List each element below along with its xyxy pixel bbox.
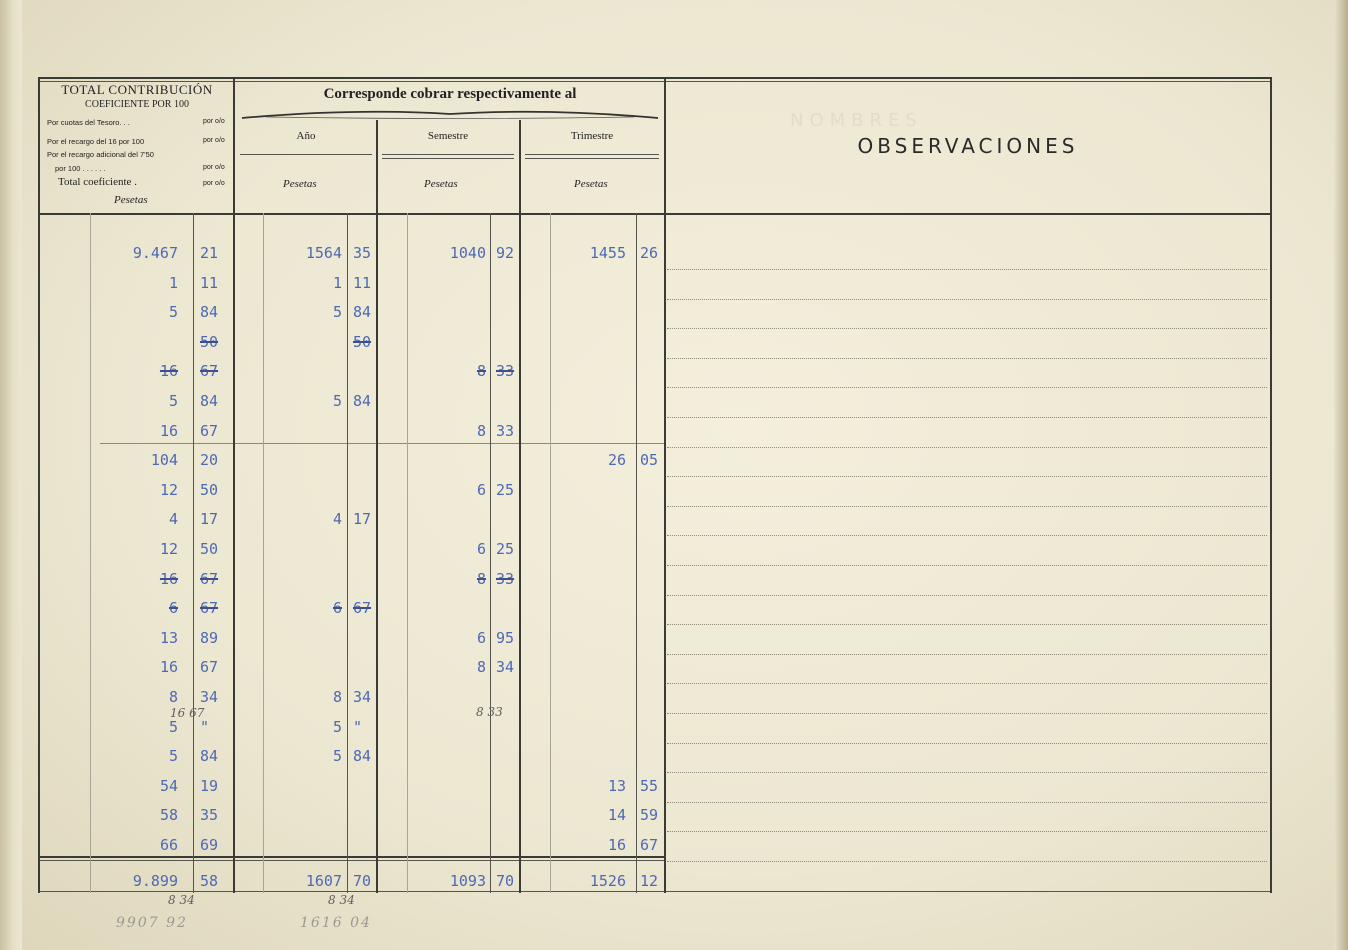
row-total-cents: 84	[200, 392, 219, 410]
pct-4: por o/o	[203, 180, 225, 187]
col-border-right	[1270, 77, 1272, 893]
row-total-cents: 21	[200, 244, 219, 262]
row-ano-value: 4	[332, 510, 342, 528]
row-total-value: 16	[159, 422, 178, 440]
row-sem-value: 8	[476, 570, 486, 588]
observaciones-dotted-line	[667, 654, 1267, 655]
row-ano-value: 5	[332, 392, 342, 410]
row-total-cents: 67	[200, 422, 219, 440]
row-total-value: 58	[159, 806, 178, 824]
total-ano: 1607	[305, 872, 342, 890]
pct-3: por o/o	[203, 164, 225, 171]
row-ano-cents: "	[353, 718, 363, 736]
row-total-cents: 69	[200, 836, 219, 854]
row-tri-cents: 55	[640, 777, 659, 795]
row-ano-cents: 50	[353, 333, 372, 351]
col-border-trimestre	[664, 77, 666, 893]
row-total-value: 16	[159, 362, 178, 380]
row-total-cents: 67	[200, 599, 219, 617]
observaciones-dotted-line	[667, 772, 1267, 773]
observaciones-dotted-line	[667, 565, 1267, 566]
row-total-value: 5	[168, 303, 178, 321]
cents-sep-trimestre	[636, 213, 637, 893]
observaciones-dotted-line	[667, 358, 1267, 359]
pencil-total: 9907 92	[116, 915, 188, 931]
row-total-value: 5	[168, 747, 178, 765]
pesetas-ano: Pesetas	[283, 178, 317, 190]
row-total-cents: 50	[200, 333, 219, 351]
row-sem-cents: 25	[496, 540, 515, 558]
row-sem-value: 6	[476, 481, 486, 499]
total-trimestre: 1526	[589, 872, 626, 890]
row-total-value: 16	[159, 570, 178, 588]
row-sem-value: 6	[476, 540, 486, 558]
row-sem-value: 1040	[449, 244, 486, 262]
row-tri-cents: 26	[640, 244, 659, 262]
row-ano-cents: 17	[353, 510, 372, 528]
line-cuotas: Por cuotas del Tesoro. . .	[47, 118, 130, 127]
row-total-value: 5	[168, 718, 178, 736]
row-total-value: 66	[159, 836, 178, 854]
col-ano-header: Año	[296, 130, 316, 142]
col-border-semestre	[519, 120, 521, 893]
show-through-text: NOMBRES	[790, 110, 923, 131]
page-edge	[1334, 0, 1348, 950]
total-semestre: 1093	[449, 872, 486, 890]
row-total-cents: "	[200, 718, 210, 736]
pesetas-semestre: Pesetas	[424, 178, 458, 190]
ano-underline	[240, 154, 372, 155]
semestre-underline-2	[382, 158, 514, 159]
row-sem-cents: 92	[496, 244, 515, 262]
observaciones-dotted-line	[667, 861, 1267, 862]
row-ano-value: 5	[332, 718, 342, 736]
row-total-cents: 11	[200, 274, 219, 292]
row-total-value: 6	[168, 599, 178, 617]
row-total-cents: 50	[200, 540, 219, 558]
row-total-cents: 67	[200, 570, 219, 588]
handwritten-8-33: 8 33	[476, 705, 503, 719]
section-rule	[100, 443, 666, 444]
pct-1: por o/o	[203, 118, 225, 125]
row-ano-value: 6	[332, 599, 342, 617]
observaciones-dotted-line	[667, 476, 1267, 477]
row-ano-cents: 11	[353, 274, 372, 292]
cents-sep-total	[193, 213, 194, 893]
total-contribucion-title: TOTAL CONTRIBUCIÓN	[61, 82, 213, 97]
observaciones-dotted-line	[667, 299, 1267, 300]
row-total-cents: 89	[200, 629, 219, 647]
observaciones-dotted-line	[667, 831, 1267, 832]
row-tri-value: 26	[607, 451, 626, 469]
observaciones-dotted-line	[667, 328, 1267, 329]
handwritten-16-67: 16 67	[170, 706, 205, 720]
row-total-value: 8	[168, 688, 178, 706]
row-total-value: 1	[168, 274, 178, 292]
row-total-value: 54	[159, 777, 178, 795]
row-ano-cents: 67	[353, 599, 372, 617]
row-total-value: 12	[159, 540, 178, 558]
col-trimestre-header: Trimestre	[570, 130, 614, 142]
row-total-value: 12	[159, 481, 178, 499]
row-total-cents: 34	[200, 688, 219, 706]
col-border-total	[233, 77, 235, 893]
line-recargo-16: Por el recargo del 16 por 100	[47, 137, 145, 146]
row-ano-value: 1	[332, 274, 342, 292]
row-tri-value: 14	[607, 806, 626, 824]
total-coeficiente-label: Total coeficiente .	[58, 176, 137, 188]
bottom-rule	[38, 891, 1270, 892]
row-ano-value: 5	[332, 747, 342, 765]
semestre-underline	[382, 154, 514, 155]
row-tri-value: 13	[607, 777, 626, 795]
row-sem-value: 6	[476, 629, 486, 647]
row-total-cents: 67	[200, 658, 219, 676]
col-semestre-header: Semestre	[427, 130, 469, 142]
pct-2: por o/o	[203, 137, 225, 144]
row-sem-value: 8	[476, 362, 486, 380]
observaciones-dotted-line	[667, 595, 1267, 596]
row-sem-value: 8	[476, 658, 486, 676]
row-ano-value: 8	[332, 688, 342, 706]
observaciones-dotted-line	[667, 506, 1267, 507]
top-rule	[38, 77, 1272, 79]
total-semestre-cents: 70	[496, 872, 515, 890]
row-sem-cents: 25	[496, 481, 515, 499]
observaciones-dotted-line	[667, 743, 1267, 744]
observaciones-dotted-line	[667, 802, 1267, 803]
row-total-value: 5	[168, 392, 178, 410]
row-total-cents: 19	[200, 777, 219, 795]
observaciones-dotted-line	[667, 417, 1267, 418]
row-sem-cents: 33	[496, 362, 515, 380]
observaciones-dotted-line	[667, 387, 1267, 388]
line-por-100: por 100 . . . . . .	[55, 164, 106, 173]
row-total-cents: 20	[200, 451, 219, 469]
row-sem-cents: 34	[496, 658, 515, 676]
row-total-cents: 50	[200, 481, 219, 499]
corresponde-title: Corresponde cobrar respectivamente al	[323, 86, 577, 102]
observaciones-dotted-line	[667, 713, 1267, 714]
totals-rule	[38, 856, 666, 858]
grand-total: 9.899	[132, 872, 178, 890]
row-total-cents: 84	[200, 303, 219, 321]
trimestre-underline-2	[525, 158, 659, 159]
total-ano-cents: 70	[353, 872, 372, 890]
observaciones-dotted-line	[667, 683, 1267, 684]
observaciones-title: OBSERVACIONES	[857, 134, 1079, 158]
pesetas-total: Pesetas	[114, 194, 148, 206]
row-ano-cents: 34	[353, 688, 372, 706]
row-tri-cents: 05	[640, 451, 659, 469]
row-ano-cents: 84	[353, 747, 372, 765]
header-flourish	[236, 104, 664, 126]
trimestre-underline	[525, 154, 659, 155]
observaciones-dotted-line	[667, 269, 1267, 270]
handwritten-under-total: 8 34	[168, 893, 195, 907]
row-sem-value: 8	[476, 422, 486, 440]
row-total-cents: 17	[200, 510, 219, 528]
pencil-ano: 1616 04	[300, 915, 372, 931]
pesetas-trimestre: Pesetas	[574, 178, 608, 190]
handwritten-under-ano: 8 34	[328, 893, 355, 907]
row-tri-cents: 59	[640, 806, 659, 824]
row-ano-value: 1564	[305, 244, 342, 262]
row-total-value: 13	[159, 629, 178, 647]
row-sem-cents: 33	[496, 422, 515, 440]
total-trimestre-cents: 12	[640, 872, 659, 890]
row-total-value: 104	[150, 451, 178, 469]
row-total-cents: 67	[200, 362, 219, 380]
col-border-left	[38, 77, 40, 893]
cents-sep-ano	[347, 213, 348, 893]
observaciones-dotted-line	[667, 535, 1267, 536]
cents-sep-semestre	[490, 213, 491, 893]
row-total-cents: 84	[200, 747, 219, 765]
row-total-cents: 35	[200, 806, 219, 824]
row-tri-value: 1455	[589, 244, 626, 262]
line-recargo-adicional: Por el recargo adicional del 7'50	[47, 150, 154, 159]
row-sem-cents: 95	[496, 629, 515, 647]
total-inner-line	[90, 213, 91, 893]
grand-total-cents: 58	[200, 872, 219, 890]
page-binding	[0, 0, 22, 950]
observaciones-dotted-line	[667, 447, 1267, 448]
row-sem-cents: 33	[496, 570, 515, 588]
row-ano-cents: 84	[353, 303, 372, 321]
col-border-ano	[376, 120, 378, 893]
row-tri-cents: 67	[640, 836, 659, 854]
row-ano-cents: 35	[353, 244, 372, 262]
row-total-value: 16	[159, 658, 178, 676]
row-ano-cents: 84	[353, 392, 372, 410]
row-total-value: 4	[168, 510, 178, 528]
row-ano-value: 5	[332, 303, 342, 321]
coeficiente-title: COEFICIENTE POR 100	[85, 99, 189, 110]
totals-rule-2	[38, 860, 666, 861]
row-tri-value: 16	[607, 836, 626, 854]
row-total-value: 9.467	[132, 244, 178, 262]
observaciones-dotted-line	[667, 624, 1267, 625]
header-bottom-rule	[38, 213, 1270, 215]
